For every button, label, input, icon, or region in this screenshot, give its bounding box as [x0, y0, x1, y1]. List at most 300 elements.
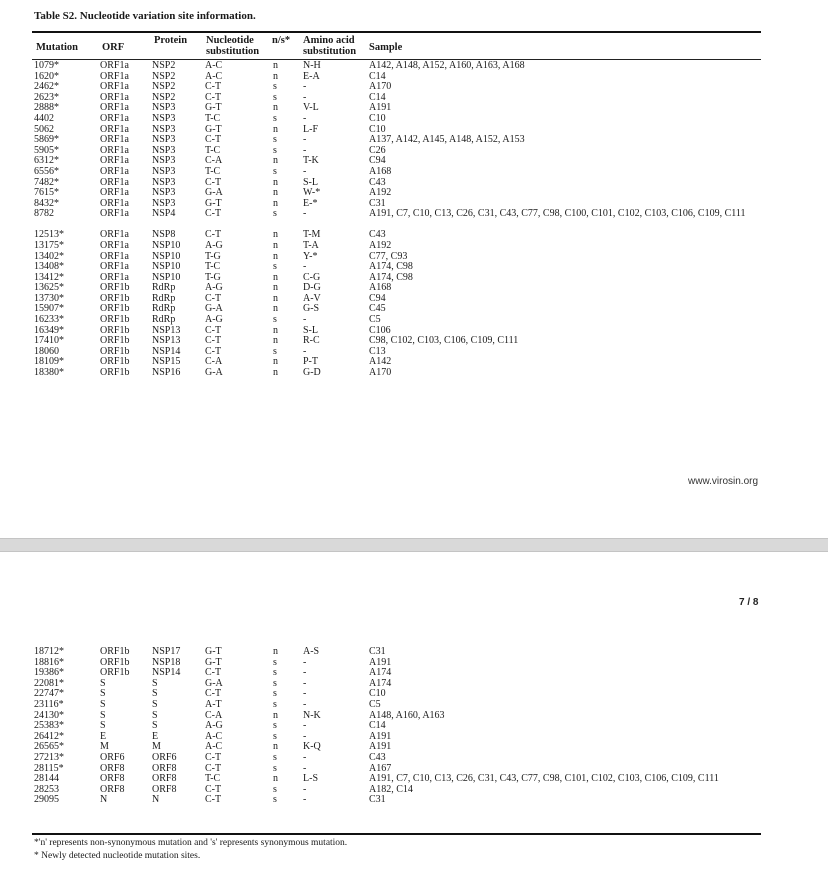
sample-cell: A191	[369, 102, 392, 114]
protein-cell: NSP3	[152, 134, 176, 146]
table-row	[34, 135, 754, 146]
table-row	[34, 273, 754, 284]
table-row	[34, 658, 754, 669]
amino-acid-cell: A-S	[303, 646, 320, 657]
protein-cell: NSP2	[152, 91, 176, 103]
amino-acid-cell: -	[303, 794, 307, 806]
ns-cell: s	[273, 134, 277, 146]
table-body-page2	[34, 647, 754, 806]
table-row	[34, 742, 754, 753]
table-row	[34, 103, 754, 114]
ns-cell: s	[273, 762, 277, 774]
table-row	[34, 167, 754, 178]
table-row	[34, 795, 754, 806]
protein-cell: NSP14	[152, 345, 181, 357]
sample-cell: C10	[369, 112, 386, 124]
sample-cell: A137, A142, A145, A148, A152, A153	[369, 134, 525, 146]
orf-cell: ORF1b	[100, 646, 130, 657]
table-row	[34, 114, 754, 125]
ns-cell: n	[273, 324, 278, 336]
table-top-rule	[32, 31, 761, 33]
orf-cell: ORF1a	[100, 176, 129, 188]
nucleotide-cell: G-A	[205, 187, 223, 199]
mutation-cell: 5062	[34, 123, 54, 135]
sample-cell: C5	[369, 698, 381, 710]
mutation-cell: 28115*	[34, 762, 64, 774]
nucleotide-cell: C-A	[205, 356, 223, 368]
protein-cell: RdRp	[152, 292, 176, 304]
mutation-cell: 28144	[34, 773, 59, 785]
mutation-cell: 13412*	[34, 271, 64, 283]
ns-cell: n	[273, 155, 278, 167]
mutation-cell: 16349*	[34, 324, 64, 336]
sample-cell: C43	[369, 751, 386, 763]
amino-acid-cell: -	[303, 81, 307, 93]
amino-acid-cell: G-D	[303, 367, 321, 379]
amino-acid-cell: -	[303, 730, 307, 742]
orf-cell: ORF1a	[100, 123, 129, 135]
nucleotide-cell: A-G	[205, 720, 223, 732]
protein-cell: RdRp	[152, 314, 176, 326]
amino-acid-cell: -	[303, 208, 307, 220]
mutation-cell: 2888*	[34, 102, 59, 114]
table-row	[34, 146, 754, 157]
amino-acid-cell: N-K	[303, 709, 321, 721]
nucleotide-cell: A-C	[205, 730, 223, 742]
orf-cell: ORF1a	[100, 239, 129, 251]
ns-cell: n	[273, 292, 278, 304]
nucleotide-cell: C-T	[205, 176, 222, 188]
ns-cell: n	[273, 197, 278, 209]
mutation-cell: 8782	[34, 208, 54, 220]
orf-cell: ORF1a	[100, 134, 129, 146]
table-row	[34, 283, 754, 294]
ns-cell: n	[273, 187, 278, 199]
protein-cell: NSP3	[152, 112, 176, 124]
amino-acid-cell: -	[303, 345, 307, 357]
header-protein: Protein	[154, 35, 188, 46]
nucleotide-cell: C-T	[205, 751, 222, 763]
orf-cell: ORF1a	[100, 197, 129, 209]
sample-cell: C31	[369, 646, 386, 657]
sample-cell: C14	[369, 70, 386, 82]
nucleotide-cell: A-G	[205, 282, 223, 294]
protein-cell: NSP4	[152, 208, 176, 220]
ns-cell: s	[273, 656, 277, 668]
table-body-page1	[34, 61, 754, 379]
amino-acid-cell: T-K	[303, 155, 319, 167]
protein-cell: NSP13	[152, 324, 181, 336]
table-row	[34, 156, 754, 167]
sample-cell: C5	[369, 314, 381, 326]
protein-cell: NSP3	[152, 144, 176, 156]
sample-cell: A148, A160, A163	[369, 709, 445, 721]
ns-cell: n	[273, 741, 278, 753]
amino-acid-cell: -	[303, 751, 307, 763]
table-row	[34, 336, 754, 347]
mutation-cell: 8432*	[34, 197, 59, 209]
orf-cell: S	[100, 720, 106, 732]
mutation-cell: 18060	[34, 345, 59, 357]
nucleotide-cell: A-G	[205, 314, 223, 326]
table-row	[34, 785, 754, 796]
ns-cell: s	[273, 81, 277, 93]
header-ns: n/s*	[272, 35, 291, 46]
nucleotide-cell: C-T	[205, 91, 222, 103]
table-row	[34, 61, 754, 72]
protein-cell: S	[152, 698, 158, 710]
protein-cell: RdRp	[152, 282, 176, 294]
ns-cell: n	[273, 250, 278, 262]
table-row	[34, 753, 754, 764]
nucleotide-cell: C-A	[205, 155, 223, 167]
sample-cell: A191, C7, C10, C13, C26, C31, C43, C77, C98, C100, C101, C102, C103, C106, C109, C111	[369, 208, 746, 220]
ns-cell: s	[273, 794, 277, 806]
mutation-cell: 5905*	[34, 144, 59, 156]
nucleotide-cell: T-C	[205, 261, 221, 273]
ns-cell: n	[273, 356, 278, 368]
mutation-cell: 1079*	[34, 60, 59, 71]
sample-cell: C98, C102, C103, C106, C109, C111	[369, 335, 519, 347]
orf-cell: ORF6	[100, 751, 125, 763]
amino-acid-cell: R-C	[303, 335, 320, 347]
table-row	[34, 93, 754, 104]
nucleotide-cell: C-T	[205, 229, 222, 241]
sample-cell: C43	[369, 176, 386, 188]
protein-cell: M	[152, 741, 161, 753]
table-row	[34, 711, 754, 722]
orf-cell: ORF1a	[100, 102, 129, 114]
protein-cell: S	[152, 677, 158, 689]
mutation-cell: 1620*	[34, 70, 59, 82]
table-row	[34, 732, 754, 743]
protein-cell: NSP3	[152, 165, 176, 177]
header-amino-acid-line2: substitution	[303, 46, 357, 57]
amino-acid-cell: G-S	[303, 303, 320, 315]
mutation-table-page1	[34, 61, 754, 379]
nucleotide-cell: A-T	[205, 698, 222, 710]
amino-acid-cell: P-T	[303, 356, 318, 368]
mutation-cell: 24130*	[34, 709, 64, 721]
sample-cell: A174, C98	[369, 261, 413, 273]
ns-cell: n	[273, 271, 278, 283]
protein-cell: E	[152, 730, 159, 742]
ns-cell: s	[273, 677, 277, 689]
mutation-cell: 6312*	[34, 155, 59, 167]
ns-cell: s	[273, 91, 277, 103]
amino-acid-cell: L-S	[303, 773, 318, 785]
orf-cell: ORF1a	[100, 60, 129, 71]
amino-acid-cell: E-*	[303, 197, 318, 209]
orf-cell: S	[100, 698, 106, 710]
protein-cell: NSP16	[152, 367, 181, 379]
protein-cell: NSP15	[152, 356, 181, 368]
amino-acid-cell: -	[303, 165, 307, 177]
orf-cell: ORF1b	[100, 345, 130, 357]
nucleotide-cell: C-T	[205, 81, 222, 93]
nucleotide-cell: T-C	[205, 773, 221, 785]
protein-cell: S	[152, 709, 158, 721]
ns-cell: n	[273, 646, 278, 657]
protein-cell: ORF6	[152, 751, 177, 763]
nucleotide-cell: C-A	[205, 709, 223, 721]
table-row	[34, 347, 754, 358]
ns-cell: n	[273, 176, 278, 188]
table-row	[34, 689, 754, 700]
protein-cell: NSP3	[152, 102, 176, 114]
orf-cell: ORF1a	[100, 155, 129, 167]
ns-cell: n	[273, 303, 278, 315]
protein-cell: NSP10	[152, 250, 181, 262]
protein-cell: NSP10	[152, 261, 181, 273]
mutation-cell: 28253	[34, 783, 59, 795]
table-row	[34, 209, 754, 230]
ns-cell: s	[273, 165, 277, 177]
table-row	[34, 72, 754, 83]
mutation-cell: 2623*	[34, 91, 59, 103]
amino-acid-cell: -	[303, 261, 307, 273]
sample-cell: A174	[369, 667, 392, 679]
sample-cell: A174	[369, 677, 392, 689]
mutation-cell: 2462*	[34, 81, 59, 93]
orf-cell: E	[100, 730, 107, 742]
sample-cell: A142	[369, 356, 392, 368]
mutation-cell: 22081*	[34, 677, 64, 689]
table-row	[34, 294, 754, 305]
protein-cell: NSP2	[152, 81, 176, 93]
sample-cell: C10	[369, 123, 386, 135]
amino-acid-cell: -	[303, 91, 307, 103]
orf-cell: ORF1b	[100, 367, 130, 379]
nucleotide-cell: C-T	[205, 324, 222, 336]
protein-cell: NSP10	[152, 239, 181, 251]
mutation-cell: 16233*	[34, 314, 64, 326]
orf-cell: ORF1b	[100, 282, 130, 294]
protein-cell: S	[152, 720, 158, 732]
sample-cell: A170	[369, 81, 392, 93]
ns-cell: n	[273, 60, 278, 71]
protein-cell: NSP3	[152, 176, 176, 188]
amino-acid-cell: -	[303, 688, 307, 700]
ns-cell: s	[273, 112, 277, 124]
mutation-cell: 13402*	[34, 250, 64, 262]
nucleotide-cell: A-C	[205, 60, 223, 71]
header-orf: ORF	[102, 42, 125, 53]
mutation-cell: 29095	[34, 794, 59, 806]
orf-cell: ORF1a	[100, 81, 129, 93]
orf-cell: ORF8	[100, 762, 125, 774]
mutation-cell: 13625*	[34, 282, 64, 294]
protein-cell: NSP13	[152, 335, 181, 347]
table-row	[34, 668, 754, 679]
nucleotide-cell: T-C	[205, 144, 221, 156]
mutation-cell: 25383*	[34, 720, 64, 732]
mutation-cell: 18816*	[34, 656, 64, 668]
orf-cell: S	[100, 688, 106, 700]
mutation-cell: 13175*	[34, 239, 64, 251]
header-nucleotide-line1: Nucleotide	[206, 35, 254, 46]
table-row	[34, 721, 754, 732]
sample-cell: C31	[369, 794, 386, 806]
mutation-cell: 18109*	[34, 356, 64, 368]
orf-cell: ORF1a	[100, 112, 129, 124]
mutation-cell: 6556*	[34, 165, 59, 177]
footnote-new: * Newly detected nucleotide mutation sites.	[34, 851, 201, 861]
amino-acid-cell: L-F	[303, 123, 318, 135]
protein-cell: NSP14	[152, 667, 181, 679]
ns-cell: n	[273, 70, 278, 82]
table-row	[34, 82, 754, 93]
orf-cell: ORF1a	[100, 250, 129, 262]
orf-cell: ORF8	[100, 783, 125, 795]
amino-acid-cell: -	[303, 134, 307, 146]
table-row	[34, 188, 754, 199]
table-row	[34, 679, 754, 690]
table-row	[34, 368, 754, 379]
ns-cell: s	[273, 667, 277, 679]
sample-cell: C31	[369, 197, 386, 209]
amino-acid-cell: -	[303, 112, 307, 124]
orf-cell: ORF1b	[100, 667, 130, 679]
sample-cell: C77, C93	[369, 250, 408, 262]
protein-cell: NSP2	[152, 60, 176, 71]
table-row	[34, 357, 754, 368]
amino-acid-cell: -	[303, 144, 307, 156]
table-row	[34, 178, 754, 189]
header-mutation: Mutation	[36, 42, 78, 53]
orf-cell: M	[100, 741, 109, 753]
ns-cell: n	[273, 367, 278, 379]
sample-cell: C94	[369, 292, 386, 304]
ns-cell: s	[273, 730, 277, 742]
amino-acid-cell: E-A	[303, 70, 320, 82]
nucleotide-cell: G-A	[205, 303, 223, 315]
amino-acid-cell: A-V	[303, 292, 321, 304]
header-nucleotide-line2: substitution	[206, 46, 260, 57]
mutation-cell: 18380*	[34, 367, 64, 379]
sample-cell: C13	[369, 345, 386, 357]
orf-cell: ORF1b	[100, 292, 130, 304]
protein-cell: ORF8	[152, 773, 177, 785]
mutation-cell: 18712*	[34, 646, 64, 657]
protein-cell: NSP10	[152, 271, 181, 283]
amino-acid-cell: Y-*	[303, 250, 318, 262]
nucleotide-cell: C-T	[205, 208, 222, 220]
protein-cell: ORF8	[152, 762, 177, 774]
mutation-cell: 23116*	[34, 698, 64, 710]
sample-cell: C43	[369, 229, 386, 241]
amino-acid-cell: W-*	[303, 187, 321, 199]
sample-cell: A142, A148, A152, A160, A163, A168	[369, 60, 525, 71]
nucleotide-cell: G-A	[205, 367, 223, 379]
orf-cell: ORF1a	[100, 271, 129, 283]
sample-cell: C14	[369, 720, 386, 732]
ns-cell: n	[273, 102, 278, 114]
table-row	[34, 230, 754, 241]
nucleotide-cell: T-C	[205, 112, 221, 124]
ns-cell: s	[273, 751, 277, 763]
orf-cell: ORF1b	[100, 303, 130, 315]
sample-cell: C26	[369, 144, 386, 156]
nucleotide-cell: C-T	[205, 794, 222, 806]
amino-acid-cell: T-M	[303, 229, 321, 241]
nucleotide-cell: G-A	[205, 677, 223, 689]
table-row	[34, 700, 754, 711]
sample-cell: A191	[369, 741, 392, 753]
orf-cell: ORF1b	[100, 314, 130, 326]
ns-cell: s	[273, 144, 277, 156]
orf-cell: ORF8	[100, 773, 125, 785]
ns-cell: s	[273, 783, 277, 795]
sample-cell: C94	[369, 155, 386, 167]
mutation-cell: 12513*	[34, 229, 64, 241]
ns-cell: n	[273, 335, 278, 347]
header-amino-acid	[303, 35, 356, 57]
ns-cell: n	[273, 123, 278, 135]
nucleotide-cell: G-T	[205, 656, 222, 668]
footnote-ns: *'n' represents non-synonymous mutation and 's' represents synonymous mutation.	[34, 838, 348, 848]
mutation-cell: 22747*	[34, 688, 64, 700]
ns-cell: n	[273, 239, 278, 251]
sample-cell: A170	[369, 367, 392, 379]
orf-cell: ORF1a	[100, 261, 129, 273]
sample-cell: C106	[369, 324, 391, 336]
nucleotide-cell: C-T	[205, 667, 222, 679]
ns-cell: s	[273, 698, 277, 710]
header-sample: Sample	[369, 42, 403, 53]
protein-cell: RdRp	[152, 303, 176, 315]
page-2	[0, 552, 828, 881]
mutation-cell: 4402	[34, 112, 54, 124]
amino-acid-cell: -	[303, 783, 307, 795]
ns-cell: n	[273, 773, 278, 785]
nucleotide-cell: G-T	[205, 123, 222, 135]
orf-cell: ORF1a	[100, 91, 129, 103]
amino-acid-cell: -	[303, 314, 307, 326]
sample-cell: A167	[369, 762, 392, 774]
header-amino-acid-line1: Amino acid	[303, 35, 355, 46]
table-row	[34, 304, 754, 315]
amino-acid-cell: -	[303, 762, 307, 774]
protein-cell: NSP3	[152, 197, 176, 209]
nucleotide-cell: A-G	[205, 239, 223, 251]
mutation-cell: 5869*	[34, 134, 59, 146]
sample-cell: A192	[369, 187, 392, 199]
sample-cell: C10	[369, 688, 386, 700]
sample-cell: A182, C14	[369, 783, 413, 795]
mutation-cell: 26412*	[34, 730, 64, 742]
nucleotide-cell: T-C	[205, 165, 221, 177]
orf-cell: ORF1b	[100, 335, 130, 347]
ns-cell: n	[273, 282, 278, 294]
sample-cell: C14	[369, 91, 386, 103]
nucleotide-cell: A-C	[205, 70, 223, 82]
amino-acid-cell: K-Q	[303, 741, 321, 753]
nucleotide-cell: C-T	[205, 335, 222, 347]
ns-cell: s	[273, 261, 277, 273]
amino-acid-cell: S-L	[303, 324, 318, 336]
table-row	[34, 241, 754, 252]
ns-cell: s	[273, 314, 277, 326]
amino-acid-cell: S-L	[303, 176, 318, 188]
orf-cell: ORF1a	[100, 70, 129, 82]
mutation-cell: 13408*	[34, 261, 64, 273]
protein-cell: S	[152, 688, 158, 700]
protein-cell: NSP3	[152, 155, 176, 167]
nucleotide-cell: A-C	[205, 741, 223, 753]
protein-cell: NSP3	[152, 187, 176, 199]
table-bottom-rule	[32, 833, 761, 835]
